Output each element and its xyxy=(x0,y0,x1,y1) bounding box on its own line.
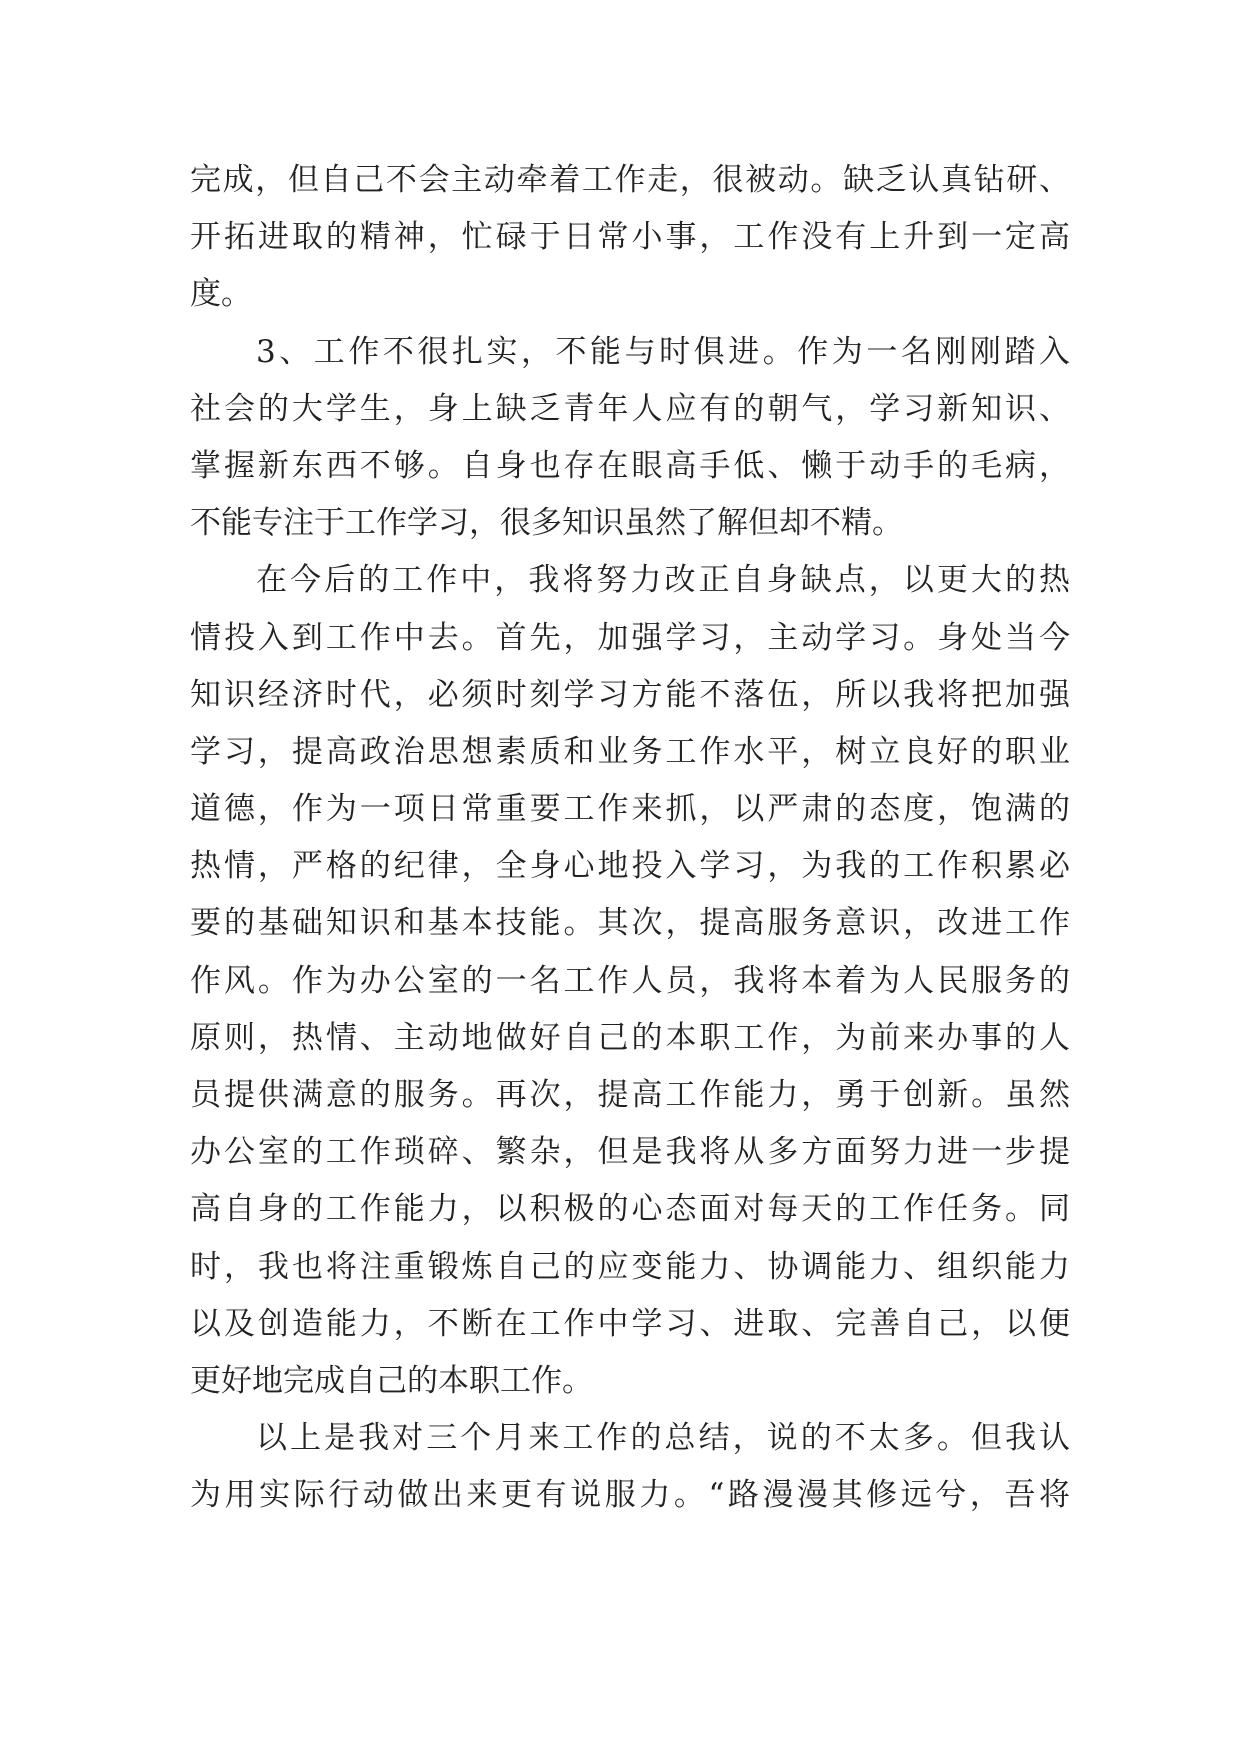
text-line: 社会的大学生，身上缺乏青年人应有的朝气，学习新知识、 xyxy=(190,390,1070,427)
text-line: 知识经济时代，必须时刻学习方能不落伍，所以我将把加强 xyxy=(190,676,1070,713)
text-line: 要的基础知识和基本技能。其次，提高服务意识，改进工作 xyxy=(190,905,1070,942)
text-line: 道德，作为一项日常重要工作来抓，以严肃的态度，饱满的 xyxy=(190,791,1070,828)
text-line: 更好地完成自己的本职工作。 xyxy=(190,1362,593,1399)
text-line: 掌握新东西不够。自身也存在眼高手低、懒于动手的毛病， xyxy=(190,447,1070,484)
text-line: 不能专注于工作学习，很多知识虽然了解但却不精。 xyxy=(190,505,903,542)
text-line: 情投入到工作中去。首先，加强学习，主动学习。身处当今 xyxy=(190,619,1070,656)
text-line: 为用实际行动做出来更有说服力。“路漫漫其修远兮，吾将 xyxy=(190,1477,1070,1514)
text-line: 员提供满意的服务。再次，提高工作能力，勇于创新。虽然 xyxy=(190,1077,1070,1113)
text-line: 度。 xyxy=(190,276,252,313)
paragraph-start-line: 3、工作不很扎实，不能与时俱进。作为一名刚刚踏入 xyxy=(256,333,1070,370)
text-line: 学习，提高政治思想素质和业务工作水平，树立良好的职业 xyxy=(190,733,1070,770)
body-text xyxy=(190,152,1070,1525)
text-line: 原则，热情、主动地做好自己的本职工作，为前来办事的人 xyxy=(190,1019,1070,1056)
text-line: 时，我也将注重锻炼自己的应变能力、协调能力、组织能力 xyxy=(190,1248,1070,1285)
paragraph-start-line: 以上是我对三个月来工作的总结，说的不太多。但我认 xyxy=(256,1420,1070,1457)
text-line: 以及创造能力，不断在工作中学习、进取、完善自己，以便 xyxy=(190,1305,1070,1342)
text-line: 开拓进取的精神，忙碌于日常小事，工作没有上升到一定高 xyxy=(190,219,1070,256)
text-line: 完成，但自己不会主动牵着工作走，很被动。缺乏认真钻研、 xyxy=(190,162,1070,198)
text-line: 高自身的工作能力，以积极的心态面对每天的工作任务。同 xyxy=(190,1191,1070,1228)
text-line: 办公室的工作琐碎、繁杂，但是我将从多方面努力进一步提 xyxy=(190,1134,1070,1171)
text-line: 热情，严格的纪律，全身心地投入学习，为我的工作积累必 xyxy=(190,848,1070,885)
text-line: 作风。作为办公室的一名工作人员，我将本着为人民服务的 xyxy=(190,962,1070,999)
paragraph-start-line: 在今后的工作中，我将努力改正自身缺点，以更大的热 xyxy=(256,562,1070,599)
